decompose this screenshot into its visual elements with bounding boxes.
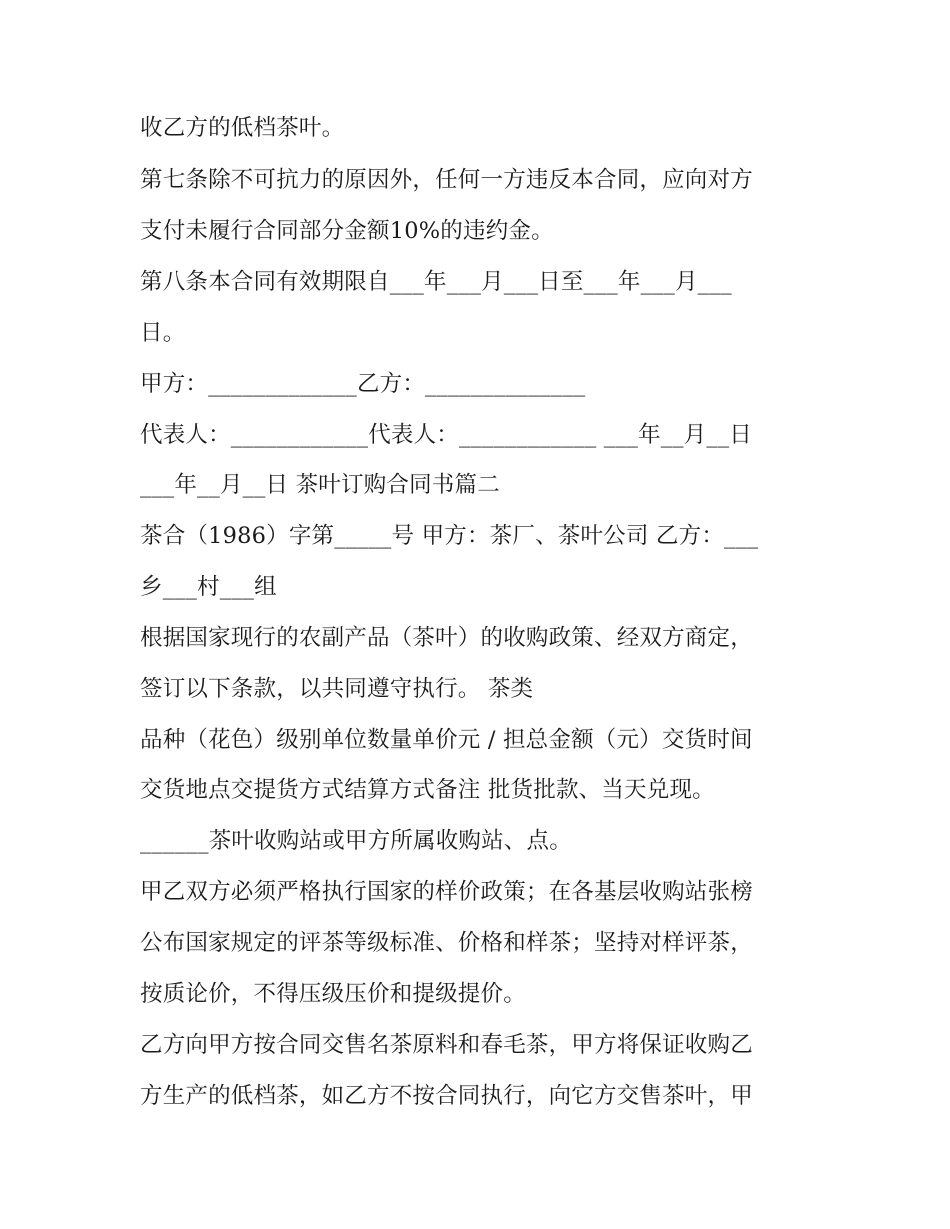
text-line: 交货地点交提货方式结算方式备注 批货批款、当天兑现。 bbox=[140, 777, 715, 803]
text-line: 根据国家现行的农副产品（茶叶）的收购政策、经双方商定， bbox=[140, 625, 753, 651]
text-line: ___年__月__日 茶叶订购合同书篇二 bbox=[140, 472, 500, 498]
text-line: 甲乙双方必须严格执行国家的样价政策；在各基层收购站张榜 bbox=[140, 879, 753, 905]
text-line: 公布国家规定的评茶等级标准、价格和样茶；坚持对样评茶， bbox=[140, 930, 753, 956]
text-line: 第八条本合同有效期限自___年___月___日至___年___月___ bbox=[140, 269, 733, 295]
text-line: 代表人：____________代表人：____________ ___年__月__日 bbox=[140, 422, 753, 448]
text-line: 品种（花色）级别单位数量单价元 / 担总金额（元）交货时间 bbox=[140, 727, 753, 753]
text-line: ______茶叶收购站或甲方所属收购站、点。 bbox=[140, 828, 572, 854]
text-line: 方生产的低档茶，如乙方不按合同执行，向它方交售茶叶，甲 bbox=[140, 1083, 753, 1109]
text-line: 按质论价，不得压级压价和提级提价。 bbox=[140, 981, 526, 1007]
text-line: 支付未履行合同部分金额10%的违约金。 bbox=[140, 218, 554, 244]
text-line: 乡___村___组 bbox=[140, 574, 277, 600]
text-line: 茶合（1986）字第_____号 甲方：茶厂、茶叶公司 乙方：___ bbox=[140, 523, 759, 549]
text-line: 甲方：_____________乙方：______________ bbox=[140, 371, 586, 397]
text-line: 签订以下条款，以共同遵守执行。 茶类 bbox=[140, 676, 534, 702]
text-line: 第七条除不可抗力的原因外，任何一方违反本合同，应向对方 bbox=[140, 167, 753, 193]
text-line: 乙方向甲方按合同交售名茶原料和春毛茶，甲方将保证收购乙 bbox=[140, 1032, 753, 1058]
text-line: 日。 bbox=[140, 320, 186, 346]
text-line: 收乙方的低档茶叶。 bbox=[140, 115, 345, 141]
